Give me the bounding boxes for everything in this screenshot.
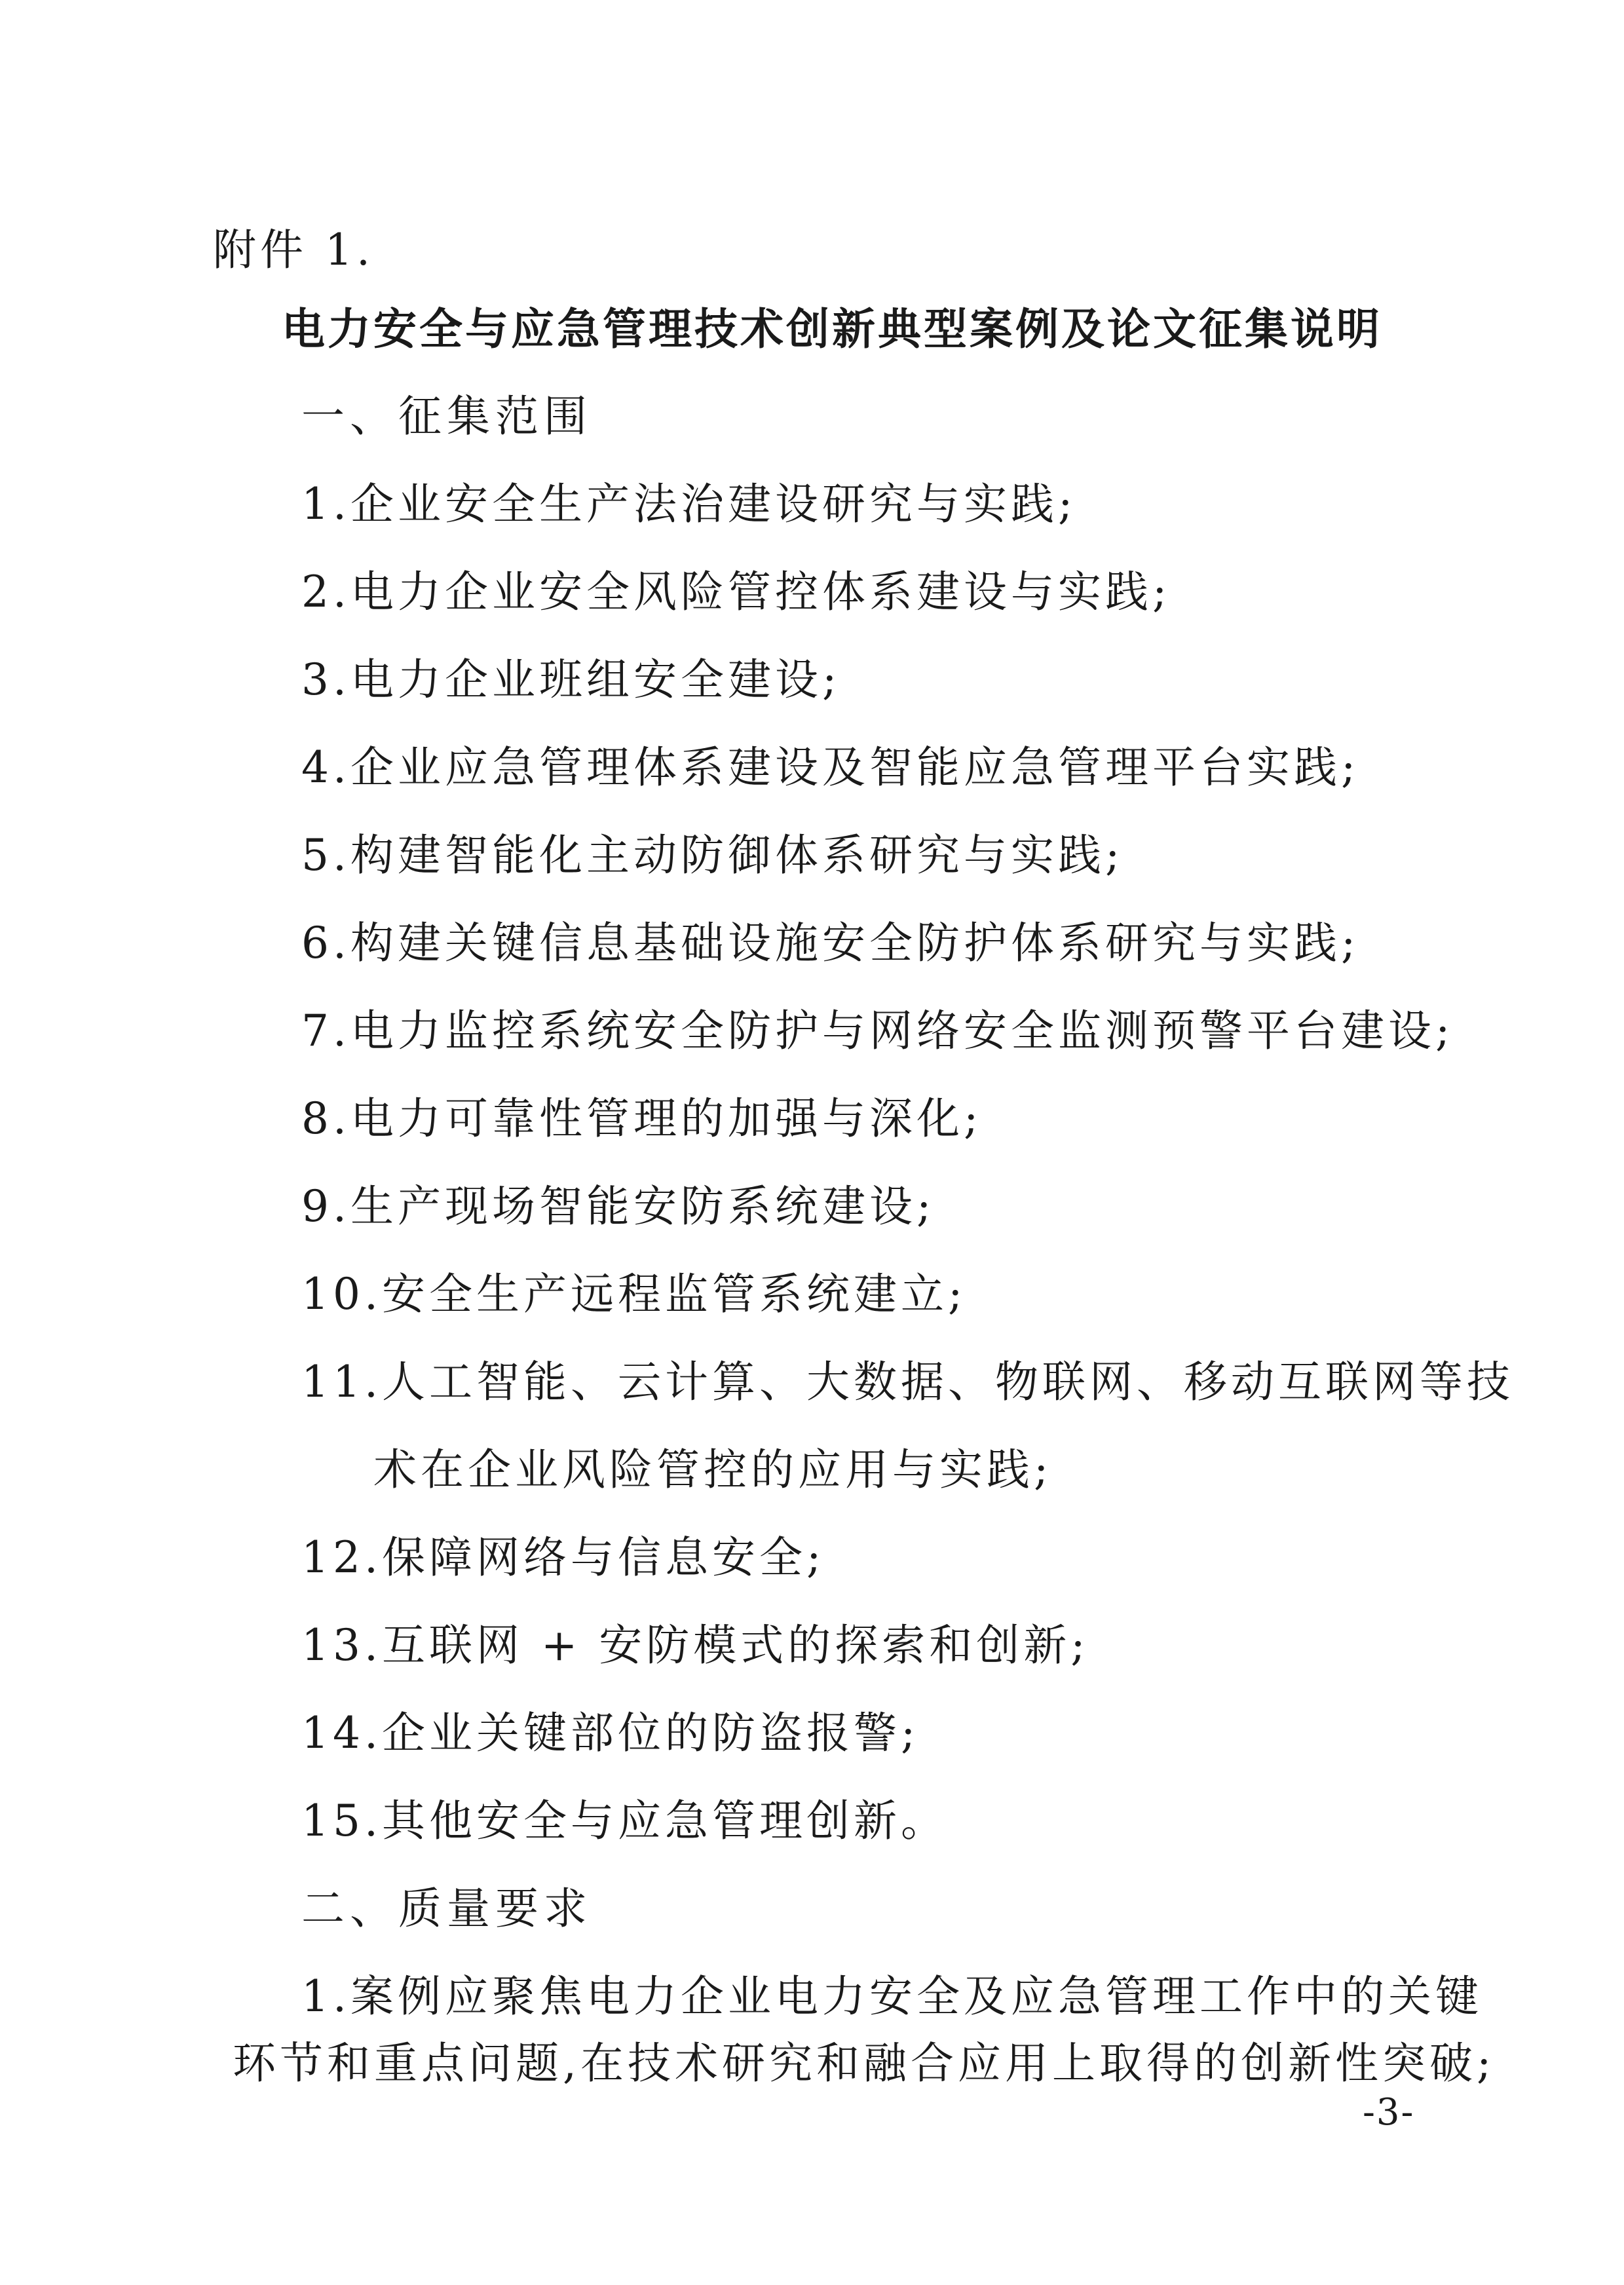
section-heading-scope: 一、征集范围	[301, 391, 592, 442]
list-item: 11.人工智能、云计算、大数据、物联网、移动互联网等技	[301, 1357, 1514, 1407]
list-item: 2.电力企业安全风险管控体系建设与实践;	[301, 567, 1171, 617]
list-item: 3.电力企业班组安全建设;	[301, 654, 841, 705]
list-item-continuation: 术在企业风险管控的应用与实践;	[373, 1445, 1053, 1495]
list-item: 5.构建智能化主动防御体系研究与实践;	[301, 830, 1124, 880]
list-item: 4.企业应急管理体系建设及智能应急管理平台实践;	[301, 742, 1360, 793]
list-item: 9.生产现场智能安防系统建设;	[301, 1181, 935, 1232]
list-item: 14.企业关键部位的防盗报警;	[301, 1708, 920, 1758]
page-number: -3-	[1363, 2091, 1415, 2134]
list-item: 12.保障网络与信息安全;	[301, 1532, 825, 1583]
attachment-label: 附件 1.	[213, 225, 374, 275]
document-title: 电力安全与应急管理技术创新典型案例及论文征集说明	[282, 303, 1382, 354]
paragraph-line: 1.案例应聚焦电力企业电力安全及应急管理工作中的关键	[301, 1971, 1482, 2022]
list-item: 13.互联网 + 安防模式的探索和创新;	[301, 1620, 1089, 1671]
paragraph-line: 环节和重点问题,在技术研究和融合应用上取得的创新性突破;	[233, 2038, 1496, 2088]
list-item: 6.构建关键信息基础设施安全防护体系研究与实践;	[301, 918, 1360, 968]
list-item: 7.电力监控系统安全防护与网络安全监测预警平台建设;	[301, 1006, 1454, 1056]
list-item: 8.电力可靠性管理的加强与深化;	[301, 1093, 983, 1144]
list-item: 1.企业安全生产法治建设研究与实践;	[301, 479, 1077, 529]
list-item: 15.其他安全与应急管理创新。	[301, 1796, 948, 1846]
list-item: 10.安全生产远程监管系统建立;	[301, 1269, 967, 1319]
section-heading-quality: 二、质量要求	[301, 1883, 592, 1934]
